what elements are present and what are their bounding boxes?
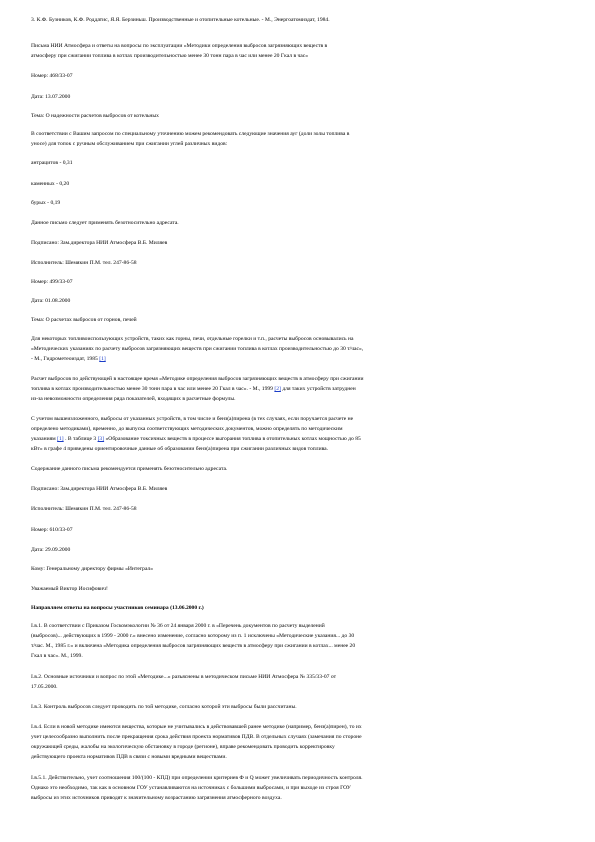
paragraph-line: С учетом вышеизложенного, выбросы от указанных устройств, в том числе и бенз(а)пирена (в тех случаях, если поручается расчете не [31,416,354,422]
paragraph-line: учет целесообразно выполнить после прекращения срока действия проекта нормативов ПДВ. В отдельных случаях (замечания по стороне [31,734,362,740]
list-item: антрацитов - 0,31 [31,160,73,166]
addressee-line: Кому: Генеральному директору фирмы «Интеграл» [31,566,154,572]
paragraph-text: указаниям [31,436,56,442]
paragraph-text: . В таблице 3 [65,436,97,442]
paragraph-line: выбросы из этих источников приводят к значительному возрастанию загрязнения атмосферного воздуха. [31,795,282,801]
paragraph-line: Для некоторых топливоиспользующих устройств, таких как горны, печи, отдельные горелки и т.п., расчеты выбросов основывались на [31,336,354,342]
paragraph-line: I.в.4. Если в новой методике имеются вещества, которые не учитывались в действовавшей ранее методике (например, бенз(а)пирен), то их [31,724,362,730]
letter-number: Номер: 610/33-07 [31,527,73,533]
paragraph-line: из-за невозможности определения ряда показателей, входящих в расчетные формулы. [31,396,236,402]
paragraph-line [31,356,106,363]
paragraph-text: «Образование токсичных веществ в процессе выгорания топлива в отопительных котлах мощностью до 85 [105,436,361,442]
paragraph-line: (выбросов)... действующих в 1999 - 2000 г.» внесено изменение, согласно которому из п. 1 исключены «Методические указания... до 30 [31,633,355,639]
paragraph-text: для таких устройств затруднен [282,386,356,392]
paragraph-line: окружающей среды, жалобы на экологическую обстановку в городе (регионе), вправе рекомендовать проводить корректировку [31,744,335,750]
paragraph-line [31,386,356,393]
footnote-link[interactable]: [2] [274,386,281,392]
letter-date: Дата: 13.07.2000 [31,94,71,100]
footnote-link[interactable]: [1] [99,356,106,362]
signature-line: Подписано: Зам.директора НИИ Атмосфера В.Б. Миляев [31,486,168,492]
salutation-line: Уважаемый Виктор Иосифович! [31,586,108,592]
paragraph-line: т/час. М., 1985 г.» и включена «Методика определения выбросов загрязняющих веществ в атмосферу при сжигании в котлах... менее 20 [31,643,356,649]
paragraph-line: Расчет выбросов по действующей в настоящее время «Методике определения выбросов загрязняющих веществ в атмосферу при сжигании [31,376,364,382]
paragraph-line: кВт» в графе 4 приведены ориентировочные данные об образовании бенз(а)пирена при сжигании различных видов топлива. [31,446,329,452]
paragraph-line: уносе) для топок с ручным обслуживанием при сжигании углей различных видов: [31,141,228,147]
paragraph-line: Однако это необходимо, так как в основном ГОУ устанавливаются на источниках с большими выбросами, и при выходе из строя ГОУ [31,785,351,791]
letter-number: Номер: 499/33-07 [31,279,73,285]
paragraph-line: 17.05.2000. [31,684,58,690]
letter-date: Дата: 01.08.2000 [31,298,71,304]
answers-heading: Направляем ответы на вопросы участников семинара (13.06.2000 г.) [31,605,204,611]
paragraph-line: действующего проекта нормативов ПДВ в связи с новыми вредными веществами. [31,754,227,760]
footnote-link[interactable]: [1] [57,436,64,442]
paragraph-line: Данное письмо следует применять безотносительно адресата. [31,220,179,226]
letter-date: Дата: 29.09.2000 [31,547,71,553]
paragraph-line: определено методиками), временно, до выпуска соответствующих методических документов, можно определять по методическим [31,426,343,432]
paragraph-line: I.в.5.1. Действительно, учет соотношения 100/(100 - КПД) при определении критериев Ф и Q может увеличивать периодичность контроля. [31,775,363,781]
executor-line: Исполнитель: Шемякин П.М. тел. 247-86-58 [31,506,137,512]
paragraph-line: I.в.1. В соответствии с Приказом Госкомэкологии № 36 от 24 января 2000 г. в «Перечень документов по расчету выделений [31,623,325,629]
reference-line: 3. К.Ф. Бузников, К.Ф. Роддатис, Я.Я. Берзиньш. Производственные и отопительные котельные. - М., Энергоатомиздат, 1984. [31,17,330,23]
paragraph-line: I.в.3. Контроль выбросов следует проводить по той методике, согласно которой эти выбросы были рассчитаны. [31,704,297,710]
paragraph-text: - М., Гидрометеоиздат, 1985 [31,356,98,362]
footnote-link[interactable]: [3] [97,436,105,442]
paragraph-line: В соответствии с Вашим запросом по специальному уточнению можем рекомендовать следующие значения ауг (доли золы топлива в [31,131,350,137]
list-item: каменных - 0,20 [31,181,70,187]
paragraph-line: Гкал в час». М., 1999. [31,653,83,659]
section-heading-line: Письма НИИ Атмосфера и ответы на вопросы по эксплуатации «Методики определения выбросов загрязняющих веществ в [31,43,328,49]
letter-number: Номер: 468/33-07 [31,73,73,79]
signature-line: Подписано: Зам.директора НИИ Атмосфера В.Б. Миляев [31,240,168,246]
paragraph-line: «Методических указаниях по расчету выбросов загрязняющих веществ при сжигании топлива в котлах производительностью до 30 т/час», [31,346,364,352]
paragraph-text: топлива в котлах производительностью менее 30 тонн пара в час или менее 20 Гкал в час». - М., 1999 [31,386,273,392]
paragraph-line: Содержание данного письма рекомендуется применять безотносительно адресата. [31,466,228,472]
list-item: бурых - 0,19 [31,200,61,206]
executor-line: Исполнитель: Шемякин П.М. тел. 247-86-58 [31,260,137,266]
section-heading-line: атмосферу при сжигании топлива в котлах производительностью менее 30 тонн пара в час или менее 20 Гкал в час» [31,53,309,59]
paragraph-line: I.в.2. Основные источники и вопрос по этой «Методике...» разъяснены в методическом письме НИИ Атмосфера № 335/33-07 от [31,674,337,680]
letter-subject: Тема: О надежности расчетов выбросов от котельных [31,113,159,119]
paragraph-line [31,436,361,443]
letter-subject: Тема: О расчетах выбросов от горнов, печей [31,317,137,323]
